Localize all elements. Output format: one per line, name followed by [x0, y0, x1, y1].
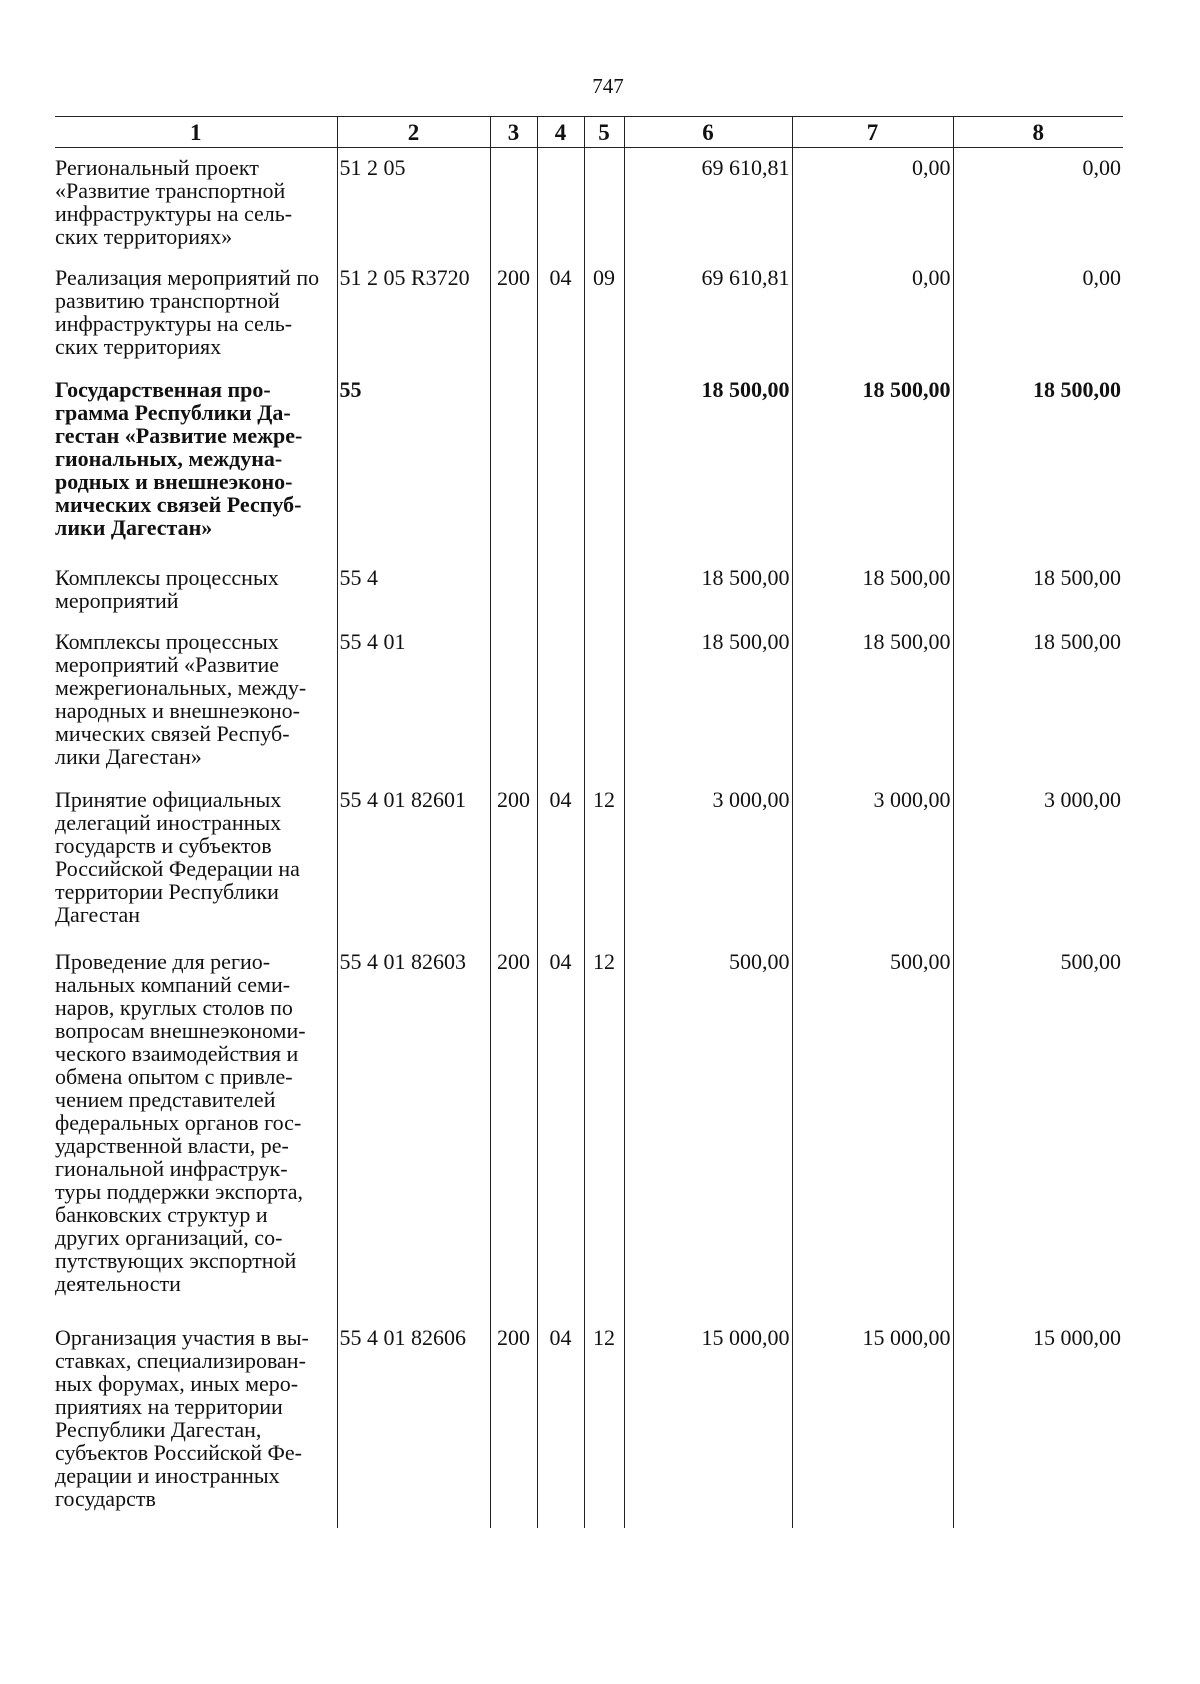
row-value-7: 0,00 [792, 258, 953, 370]
row-col5 [584, 622, 624, 780]
row-name: Комплексы процессных мероприятий «Развитие межрегиональных, между-народных и внешнеэконо-мических связей Респуб-лики Дагестан» [55, 628, 307, 769]
row-value-8: 0,00 [953, 148, 1123, 258]
row-col3 [490, 558, 537, 622]
row-name: Реализация мероприятий по развитию транспортной инфраструктуры на сель-ских территориях [55, 264, 320, 359]
row-code: 55 4 [337, 558, 490, 622]
budget-table [55, 116, 1123, 1528]
row-value-7: 18 500,00 [792, 622, 953, 780]
header-col-4: 4 [537, 117, 584, 148]
row-value-7: 15 000,00 [792, 1318, 953, 1528]
row-code: 51 2 05 [337, 148, 490, 258]
row-col4: 04 [537, 258, 584, 370]
row-col4: 04 [537, 942, 584, 1318]
header-col-3: 3 [490, 117, 537, 148]
row-col5 [584, 558, 624, 622]
row-col5: 12 [584, 942, 624, 1318]
row-value-7: 0,00 [792, 148, 953, 258]
row-value-8: 18 500,00 [953, 622, 1123, 780]
row-code: 55 [337, 370, 490, 558]
row-col3 [490, 148, 537, 258]
table-row [55, 780, 1123, 942]
row-value-6: 69 610,81 [624, 148, 792, 258]
row-value-6: 3 000,00 [624, 780, 792, 942]
row-col3 [490, 622, 537, 780]
page-number: 747 [592, 74, 624, 98]
row-name: Организация участия в вы-ставках, специализирован-ных форумах, иных меро-приятиях на территории Республики Дагестан, субъектов Российской Фе-дерации и иностранных государств [55, 1324, 309, 1511]
row-col3: 200 [490, 942, 537, 1318]
header-col-1: 1 [55, 117, 337, 148]
row-name: Принятие официальных делегаций иностранных государств и субъектов Российской Федерации на территории Республики Дагестан [55, 786, 300, 927]
table-row [55, 622, 1123, 780]
row-name: Государственная про-грамма Республики Да-гестан «Развитие межре-гиональных, междуна-родных и внешнеэконо-мических связей Респуб-лики Дагестан» [55, 376, 303, 540]
row-col5 [584, 370, 624, 558]
row-value-8: 500,00 [953, 942, 1123, 1318]
table-row [55, 1318, 1123, 1528]
row-value-6: 15 000,00 [624, 1318, 792, 1528]
header-col-2: 2 [337, 117, 490, 148]
header-col-6: 6 [624, 117, 792, 148]
row-col4 [537, 148, 584, 258]
row-value-7: 500,00 [792, 942, 953, 1318]
row-value-8: 0,00 [953, 258, 1123, 370]
row-value-6: 18 500,00 [624, 558, 792, 622]
row-value-6: 18 500,00 [624, 622, 792, 780]
table-row [55, 370, 1123, 558]
row-code: 55 4 01 [337, 622, 490, 780]
row-value-6: 18 500,00 [624, 370, 792, 558]
table-row [55, 942, 1123, 1318]
row-col5 [584, 148, 624, 258]
row-code: 55 4 01 82601 [337, 780, 490, 942]
row-code: 55 4 01 82606 [337, 1318, 490, 1528]
header-col-8: 8 [953, 117, 1123, 148]
header-col-5: 5 [584, 117, 624, 148]
row-value-8: 18 500,00 [953, 558, 1123, 622]
row-col3: 200 [490, 258, 537, 370]
row-value-6: 500,00 [624, 942, 792, 1318]
table-row [55, 558, 1123, 622]
row-name: Проведение для регио-нальных компаний семи-наров, круглых столов по вопросам внешнеэкономи-ческого взаимодействия и обмена опытом с привле-чением представителей федеральных органов гос-ударственной власти, ре-гиональной инфраструк-туры поддержки экспорта, банковских структур и других организаций, со-путствующих экспортной деятельности [55, 948, 306, 1296]
row-name: Комплексы процессных мероприятий [55, 564, 279, 613]
row-col4: 04 [537, 1318, 584, 1528]
row-value-8: 3 000,00 [953, 780, 1123, 942]
row-col5: 12 [584, 780, 624, 942]
budget-table-container [55, 116, 1123, 1538]
row-value-8: 18 500,00 [953, 370, 1123, 558]
row-col5: 12 [584, 1318, 624, 1528]
row-name: Региональный проект «Развитие транспортной инфраструктуры на сель-ских территориях» [55, 155, 293, 249]
row-col4: 04 [537, 780, 584, 942]
row-col4 [537, 370, 584, 558]
row-code: 55 4 01 82603 [337, 942, 490, 1318]
row-code: 51 2 05 R3720 [337, 258, 490, 370]
table-row [55, 258, 1123, 370]
row-value-8: 15 000,00 [953, 1318, 1123, 1528]
row-col3 [490, 370, 537, 558]
row-col3: 200 [490, 1318, 537, 1528]
row-col5: 09 [584, 258, 624, 370]
table-row [55, 148, 1123, 258]
row-value-7: 3 000,00 [792, 780, 953, 942]
row-col4 [537, 558, 584, 622]
header-row [55, 117, 1123, 148]
row-value-6: 69 610,81 [624, 258, 792, 370]
row-col3: 200 [490, 780, 537, 942]
row-col4 [537, 622, 584, 780]
header-col-7: 7 [792, 117, 953, 148]
row-value-7: 18 500,00 [792, 370, 953, 558]
row-value-7: 18 500,00 [792, 558, 953, 622]
